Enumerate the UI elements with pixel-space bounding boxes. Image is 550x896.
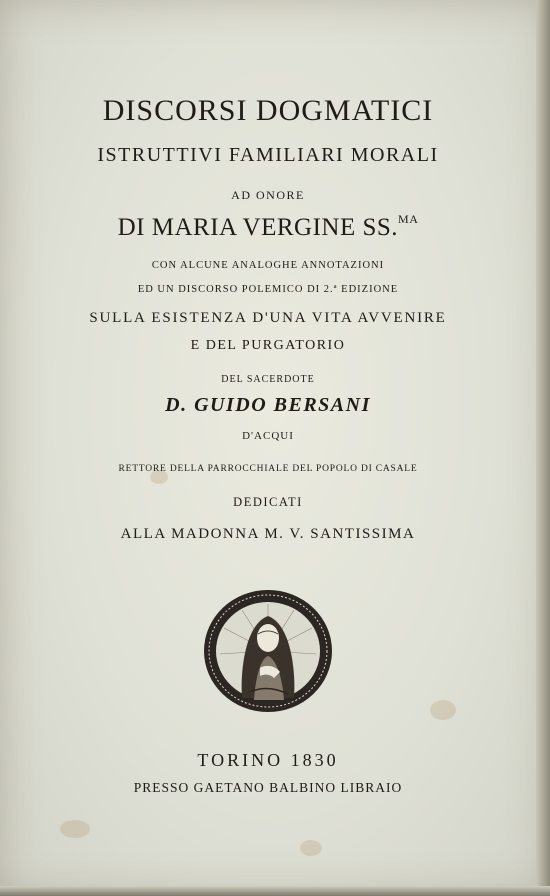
author-role: RETTORE DELLA PARROCCHIALE DEL POPOLO DI CASALE bbox=[118, 464, 418, 474]
author-origin: D'ACQUI bbox=[242, 430, 294, 442]
page-edge-bottom bbox=[0, 886, 550, 896]
page-edge-right bbox=[536, 0, 550, 896]
book-title: DISCORSI DOGMATICI bbox=[102, 94, 434, 127]
ad-onore-line: AD ONORE bbox=[231, 188, 305, 202]
dedicatee-line bbox=[0, 212, 536, 242]
purgatorio-line: E DEL PURGATORIO bbox=[190, 338, 346, 353]
edizione-line: ED UN DISCORSO POLEMICO DI 2.ª EDIZIONE bbox=[137, 284, 399, 295]
del-sacerdote-line: DEL SACERDOTE bbox=[221, 374, 315, 385]
dedication-line: ALLA MADONNA M. V. SANTISSIMA bbox=[120, 526, 416, 542]
author-name: D. GUIDO BERSANI bbox=[165, 394, 371, 416]
vita-avvenire-line: SULLA ESISTENZA D'UNA VITA AVVENIRE bbox=[89, 310, 447, 326]
annotazioni-line: CON ALCUNE ANALOGHE ANNOTAZIONI bbox=[151, 260, 385, 271]
foxing-spot bbox=[430, 700, 456, 720]
dedicati-line: DEDICATI bbox=[233, 495, 303, 509]
madonna-medallion-icon bbox=[202, 588, 334, 714]
dedicatee-superscript: MA bbox=[398, 212, 419, 226]
publisher: PRESSO GAETANO BALBINO LIBRAIO bbox=[133, 780, 403, 795]
book-subtitle: ISTRUTTIVI FAMILIARI MORALI bbox=[97, 144, 439, 166]
dedicatee-text: DI MARIA VERGINE SS. bbox=[117, 214, 399, 241]
foxing-spot bbox=[300, 840, 322, 856]
foxing-spot bbox=[60, 820, 90, 838]
place-year: TORINO 1830 bbox=[197, 750, 339, 770]
